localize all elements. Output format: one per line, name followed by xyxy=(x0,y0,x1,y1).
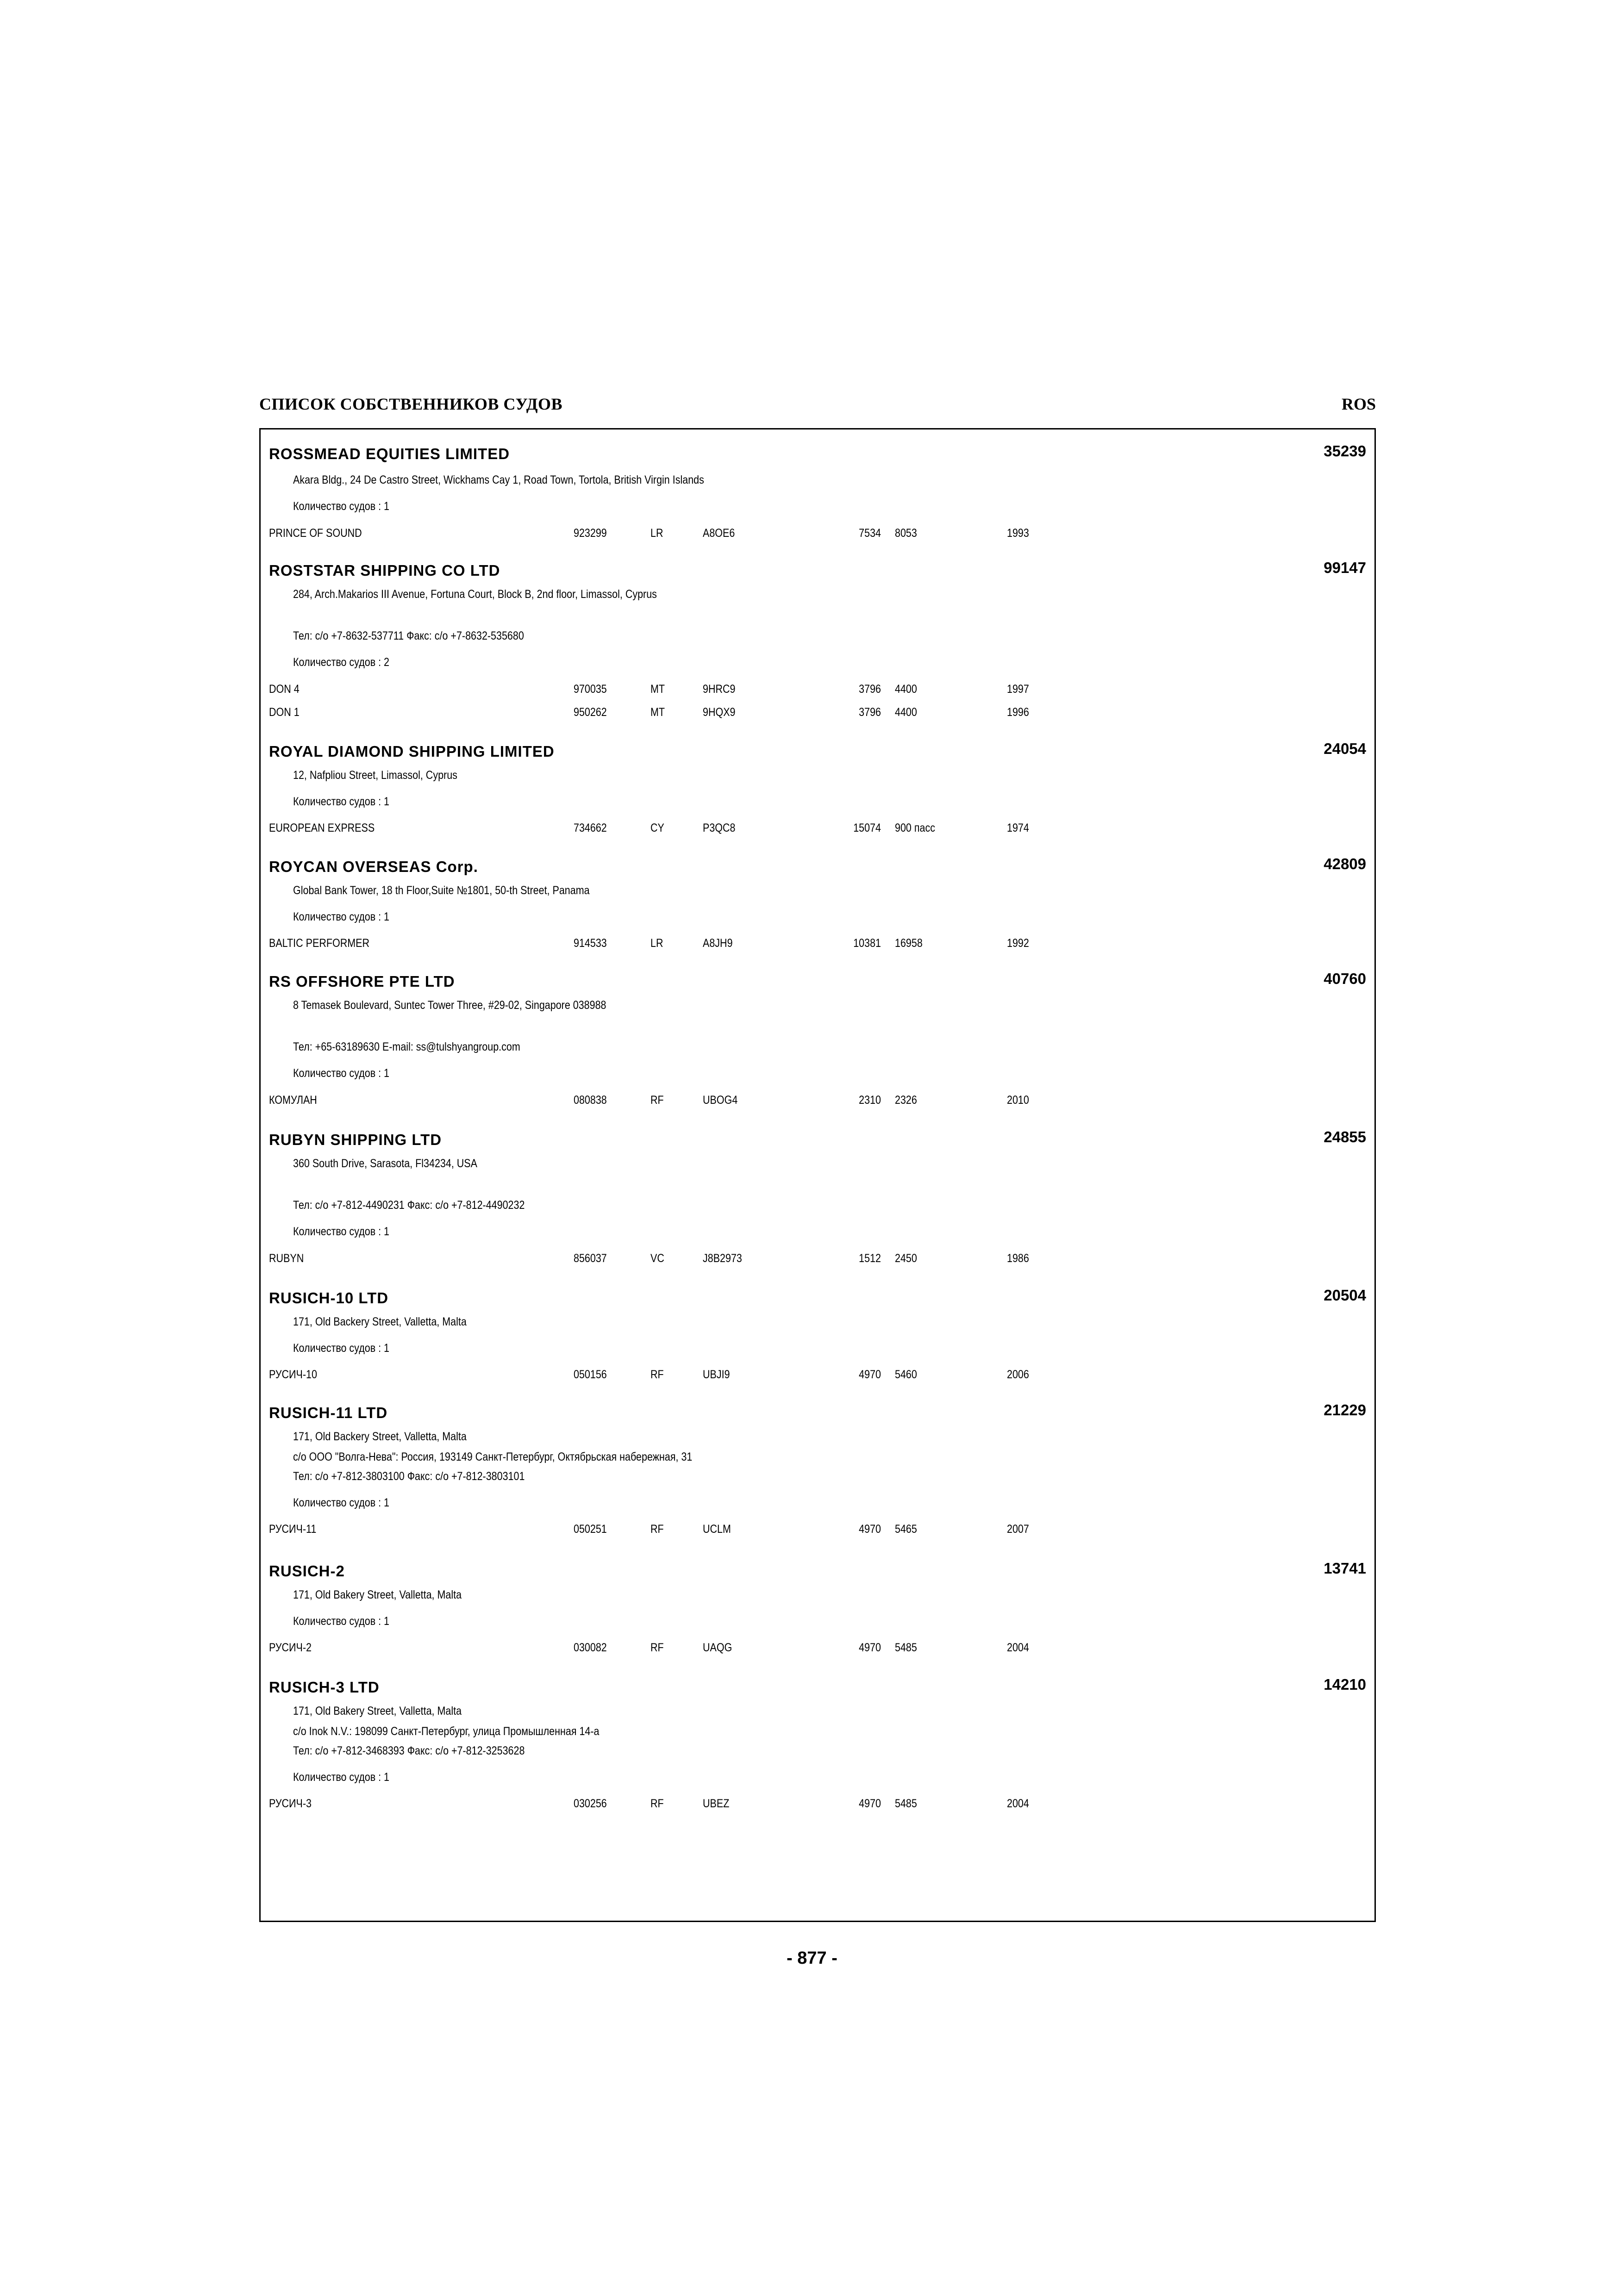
vessel-count: Количество судов : 1 xyxy=(293,1342,390,1355)
vessel-year: 1974 xyxy=(1007,821,1029,834)
owner-agent: c/o Inok N.V.: 198099 Санкт-Петербург, улица Промышленная 14-а xyxy=(293,1725,600,1738)
vessel-gross-tonnage: 7534 xyxy=(859,527,881,540)
owner-code: 20504 xyxy=(1324,1287,1366,1304)
owner-contacts: Тел: c/o +7-812-4490231 Факс: c/o +7-812-4490232 xyxy=(293,1199,525,1212)
vessel-gross-tonnage: 15074 xyxy=(853,821,881,834)
vessel-number: 030082 xyxy=(574,1641,607,1654)
vessel-deadweight: 5485 xyxy=(895,1797,917,1810)
owner-code: 24855 xyxy=(1324,1128,1366,1145)
vessel-row xyxy=(261,1252,1374,1268)
vessel-name: BALTIC PERFORMER xyxy=(269,937,370,950)
vessel-number: 856037 xyxy=(574,1252,607,1265)
vessel-deadweight: 4400 xyxy=(895,683,917,696)
vessel-row xyxy=(261,1641,1374,1657)
vessel-count: Количество судов : 1 xyxy=(293,1225,390,1238)
owner-contacts: Тел: c/o +7-812-3468393 Факс: c/o +7-812-3253628 xyxy=(293,1744,525,1757)
vessel-count: Количество судов : 2 xyxy=(293,656,390,669)
vessel-year: 1993 xyxy=(1007,527,1029,540)
vessel-flag: RF xyxy=(650,1797,664,1810)
owner-name: RUBYN SHIPPING LTD xyxy=(269,1131,442,1148)
vessel-row xyxy=(261,821,1374,837)
vessel-deadweight: 5485 xyxy=(895,1641,917,1654)
vessel-count: Количество судов : 1 xyxy=(293,1771,390,1784)
vessel-gross-tonnage: 3796 xyxy=(859,683,881,696)
owner-name: ROSSMEAD EQUITIES LIMITED xyxy=(269,445,510,462)
owner-name: ROSTSTAR SHIPPING CO LTD xyxy=(269,562,500,579)
owner-name: RUSICH-3 LTD xyxy=(269,1679,380,1696)
vessel-name: РУСИЧ-11 xyxy=(269,1523,317,1536)
vessel-gross-tonnage: 10381 xyxy=(853,937,881,950)
vessel-deadweight: 5465 xyxy=(895,1523,917,1536)
vessel-row xyxy=(261,1368,1374,1384)
vessel-count: Количество судов : 1 xyxy=(293,1496,390,1509)
vessel-flag: MT xyxy=(650,683,665,696)
owner-name: RS OFFSHORE PTE LTD xyxy=(269,973,455,990)
vessel-callsign: 9HRC9 xyxy=(703,683,736,696)
vessel-deadweight: 2450 xyxy=(895,1252,917,1265)
owner-address: 171, Old Backery Street, Valletta, Malta xyxy=(293,1430,467,1443)
owner-code: 21229 xyxy=(1324,1401,1366,1419)
vessel-callsign: P3QC8 xyxy=(703,821,736,834)
vessel-gross-tonnage: 3796 xyxy=(859,706,881,719)
owner-contacts: Тел: c/o +7-8632-537711 Факс: c/o +7-8632-535680 xyxy=(293,629,524,642)
vessel-callsign: 9HQX9 xyxy=(703,706,736,719)
vessel-row xyxy=(261,1523,1374,1538)
vessel-number: 970035 xyxy=(574,683,607,696)
vessel-name: DON 1 xyxy=(269,706,300,719)
vessel-deadweight: 900 пасс xyxy=(895,821,935,834)
vessel-flag: RF xyxy=(650,1641,664,1654)
owner-code: 35239 xyxy=(1324,442,1366,460)
vessel-deadweight: 4400 xyxy=(895,706,917,719)
vessel-number: 050251 xyxy=(574,1523,607,1536)
vessel-number: 950262 xyxy=(574,706,607,719)
vessel-flag: RF xyxy=(650,1094,664,1107)
vessel-callsign: UBOG4 xyxy=(703,1094,738,1107)
vessel-number: 030256 xyxy=(574,1797,607,1810)
vessel-name: EUROPEAN EXPRESS xyxy=(269,821,375,834)
vessel-count: Количество судов : 1 xyxy=(293,910,390,923)
vessel-name: РУСИЧ-2 xyxy=(269,1641,312,1654)
owner-address: 12, Nafpliou Street, Limassol, Cyprus xyxy=(293,769,457,782)
owner-address: Akara Bldg., 24 De Castro Street, Wickhams Cay 1, Road Town, Tortola, British Virgin Islands xyxy=(293,473,704,486)
owner-address: Global Bank Tower, 18 th Floor,Suite №1801, 50-th Street, Panama xyxy=(293,884,590,897)
owner-name: RUSICH-11 LTD xyxy=(269,1404,388,1421)
vessel-flag: LR xyxy=(650,937,663,950)
vessel-gross-tonnage: 4970 xyxy=(859,1797,881,1810)
vessel-row xyxy=(261,1094,1374,1109)
owner-code: 99147 xyxy=(1324,559,1366,576)
owner-name: ROYCAN OVERSEAS Corp. xyxy=(269,858,478,875)
owner-agent: c/o ООО "Волга-Нева": Россия, 193149 Санкт-Петербург, Октябрьская набережная, 31 xyxy=(293,1450,693,1463)
vessel-number: 050156 xyxy=(574,1368,607,1381)
vessel-row xyxy=(261,1797,1374,1813)
vessel-callsign: J8B2973 xyxy=(703,1252,742,1265)
vessel-number: 080838 xyxy=(574,1094,607,1107)
vessel-row xyxy=(261,937,1374,952)
owner-name: RUSICH-10 LTD xyxy=(269,1289,389,1307)
vessel-count: Количество судов : 1 xyxy=(293,1067,390,1080)
vessel-count: Количество судов : 1 xyxy=(293,1615,390,1628)
vessel-year: 1997 xyxy=(1007,683,1029,696)
vessel-gross-tonnage: 1512 xyxy=(859,1252,881,1265)
vessel-name: PRINCE OF SOUND xyxy=(269,527,362,540)
owner-address: 8 Temasek Boulevard, Suntec Tower Three, #29-02, Singapore 038988 xyxy=(293,999,606,1012)
vessel-name: DON 4 xyxy=(269,683,300,696)
vessel-gross-tonnage: 4970 xyxy=(859,1641,881,1654)
vessel-deadweight: 5460 xyxy=(895,1368,917,1381)
vessel-count: Количество судов : 1 xyxy=(293,795,390,808)
vessel-row xyxy=(261,683,1374,698)
vessel-count: Количество судов : 1 xyxy=(293,500,390,513)
vessel-row xyxy=(261,527,1374,542)
vessel-year: 2010 xyxy=(1007,1094,1029,1107)
page-number: - 877 - xyxy=(787,1948,837,1968)
vessel-callsign: UCLM xyxy=(703,1523,731,1536)
vessel-year: 1986 xyxy=(1007,1252,1029,1265)
vessel-name: RUBYN xyxy=(269,1252,304,1265)
owner-code: 24054 xyxy=(1324,740,1366,757)
owner-address: 171, Old Bakery Street, Valletta, Malta xyxy=(293,1588,462,1601)
vessel-callsign: A8JH9 xyxy=(703,937,733,950)
vessel-gross-tonnage: 2310 xyxy=(859,1094,881,1107)
owner-contacts: Тел: c/o +7-812-3803100 Факс: c/o +7-812-3803101 xyxy=(293,1470,525,1483)
vessel-year: 2004 xyxy=(1007,1641,1029,1654)
owner-address: 284, Arch.Makarios III Avenue, Fortuna Court, Block B, 2nd floor, Limassol, Cyprus xyxy=(293,588,657,601)
vessel-callsign: UBJI9 xyxy=(703,1368,730,1381)
vessel-flag: VC xyxy=(650,1252,664,1265)
owner-code: 14210 xyxy=(1324,1676,1366,1693)
vessel-deadweight: 16958 xyxy=(895,937,923,950)
page-title: СПИСОК СОБСТВЕННИКОВ СУДОВ xyxy=(259,395,563,413)
page-header xyxy=(259,394,1376,417)
owner-address: 360 South Drive, Sarasota, Fl34234, USA xyxy=(293,1157,477,1170)
vessel-callsign: UBEZ xyxy=(703,1797,730,1810)
vessel-flag: MT xyxy=(650,706,665,719)
vessel-row xyxy=(261,706,1374,722)
vessel-callsign: A8OE6 xyxy=(703,527,735,540)
owner-code: 13741 xyxy=(1324,1560,1366,1577)
vessel-gross-tonnage: 4970 xyxy=(859,1523,881,1536)
owner-address: 171, Old Backery Street, Valletta, Malta xyxy=(293,1315,467,1328)
owner-code: 40760 xyxy=(1324,970,1366,987)
vessel-year: 2004 xyxy=(1007,1797,1029,1810)
vessel-year: 1992 xyxy=(1007,937,1029,950)
vessel-year: 2006 xyxy=(1007,1368,1029,1381)
vessel-number: 734662 xyxy=(574,821,607,834)
vessel-flag: CY xyxy=(650,821,664,834)
vessel-flag: LR xyxy=(650,527,663,540)
owner-contacts: Тел: +65-63189630 E-mail: ss@tulshyangroup.com xyxy=(293,1040,520,1053)
vessel-name: РУСИЧ-3 xyxy=(269,1797,312,1810)
vessel-gross-tonnage: 4970 xyxy=(859,1368,881,1381)
vessel-flag: RF xyxy=(650,1523,664,1536)
vessel-callsign: UAQG xyxy=(703,1641,732,1654)
vessel-number: 923299 xyxy=(574,527,607,540)
vessel-deadweight: 2326 xyxy=(895,1094,917,1107)
vessel-flag: RF xyxy=(650,1368,664,1381)
vessel-year: 1996 xyxy=(1007,706,1029,719)
owners-table-frame xyxy=(259,428,1376,1922)
page-section-code: ROS xyxy=(1341,395,1376,413)
vessel-number: 914533 xyxy=(574,937,607,950)
vessel-name: КОМУЛАН xyxy=(269,1094,317,1107)
owner-address: 171, Old Bakery Street, Valletta, Malta xyxy=(293,1705,462,1717)
owner-name: RUSICH-2 xyxy=(269,1562,345,1580)
vessel-name: РУСИЧ-10 xyxy=(269,1368,317,1381)
owner-code: 42809 xyxy=(1324,855,1366,872)
owner-name: ROYAL DIAMOND SHIPPING LIMITED xyxy=(269,743,555,760)
vessel-year: 2007 xyxy=(1007,1523,1029,1536)
vessel-deadweight: 8053 xyxy=(895,527,917,540)
